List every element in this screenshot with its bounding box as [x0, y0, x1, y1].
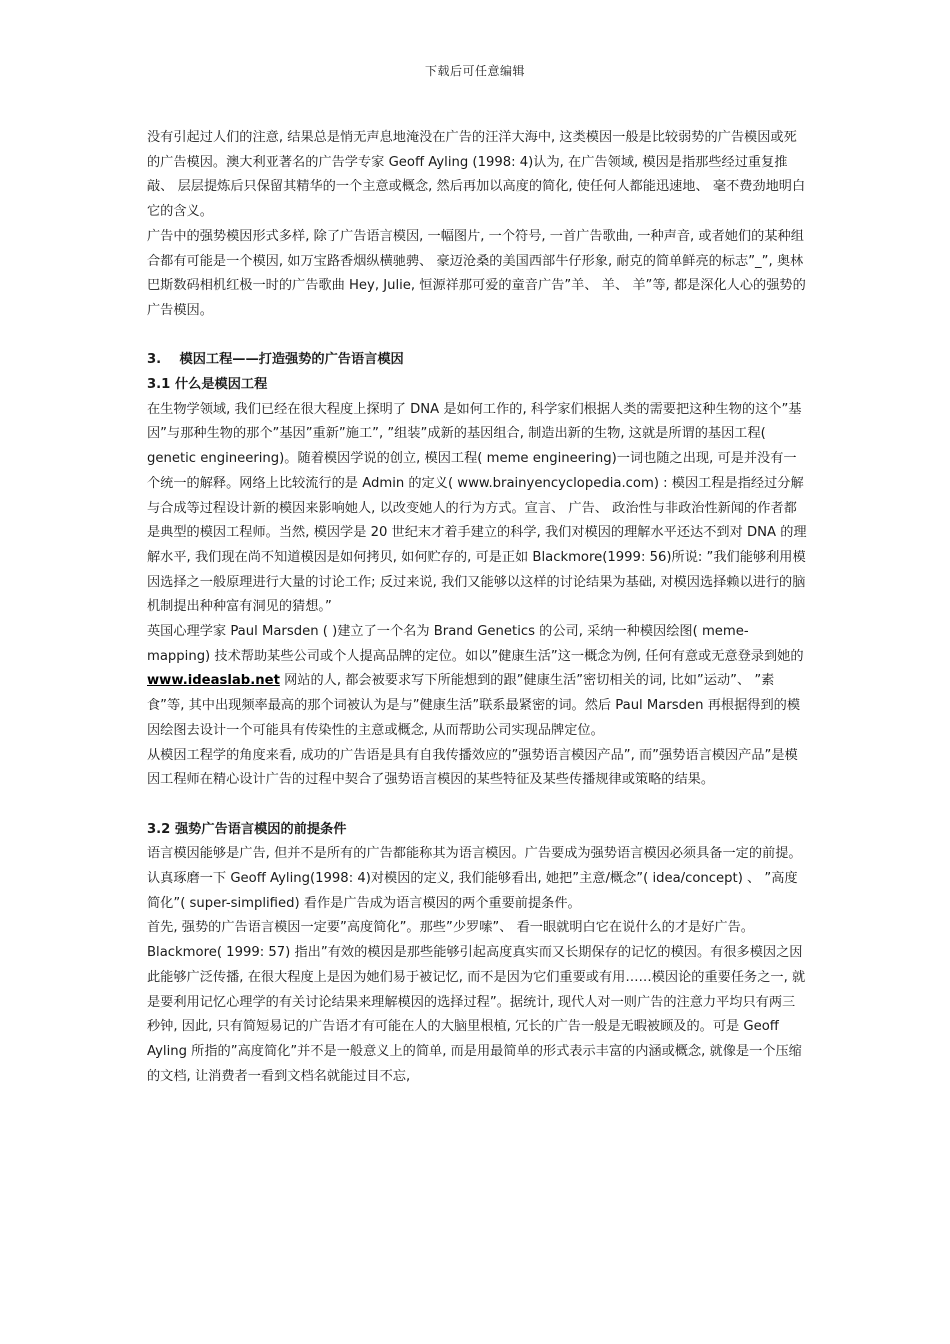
spacer	[147, 793, 807, 818]
subsection-heading: 3.2 强势广告语言模因的前提条件	[147, 821, 347, 837]
spacer	[147, 324, 807, 349]
paragraph-text: 英国心理学家 Paul Marsden ( )建立了一个名为 Brand Genetics 的公司, 采纳一种模因绘图( meme-mapping) 技术帮助某些公司或个人提高品牌的定位。如以”健康生活”这一概念为例, 任何有意或无意登录到她的	[147, 624, 804, 664]
paragraph-text: 网站的人, 都会被要求写下所能想到的跟”健康生活”密切相关的词, 比如”运动”、 ”素食”等, 其中出现频率最高的那个词被认为是与”健康生活”联系最紧密的词。然后 Paul Marsden 再根据得到的模因绘图去设计一个可能具有传染性的主意或概念, 从而帮助公司实现品牌定位。	[147, 673, 801, 738]
section-heading: 3. 模因工程——打造强势的广告语言模因	[147, 352, 404, 368]
paragraph: 语言模因能够是广告, 但并不是所有的广告都能称其为语言模因。广告要成为强势语言模因必须具备一定的前提。认真琢磨一下 Geoff Ayling(1998: 4)对模因的定义, 我们能够看出, 她把”主意/概念”( idea/concept) 、 ”高度简化”( super-simplified) 看作是广告成为语言模因的两个重要前提条件。	[147, 846, 802, 911]
subsection-heading: 3.1 什么是模因工程	[147, 377, 268, 393]
paragraph: 首先, 强势的广告语言模因一定要”高度简化”。那些”少罗嗦”、 看一眼就明白它在说什么的才是好广告。Blackmore( 1999: 57) 指出”有效的模因是那些能够引起高度真实而又长期保存的记忆的模因。有很多模因之因此能够广泛传播, 在很大程度上是因为她们易于被记忆, 而不是因为它们重要或有用……模因论的重要任务之一, 就是要利用记忆心理学的有关讨论结果来理解模因的选择过程”。据统计, 现代人对一则广告的注意力平均只有两三秒钟, 因此, 只有简短易记的广告语才有可能在人的大脑里根植, 冗长的广告一般是无暇被顾及的。可是 Geoff Ayling 所指的”高度简化”并不是一般意义上的简单, 而是用最简单的形式表示丰富的内涵或概念, 就像是一个压缩的文档, 让消费者一看到文档名就能过目不忘,	[147, 920, 806, 1084]
ideaslab-link[interactable]: www.ideaslab.net	[147, 673, 280, 689]
paragraph	[147, 620, 807, 744]
page-header: 下载后可任意编辑	[424, 64, 525, 78]
paragraph: 从模因工程学的角度来看, 成功的广告语是具有自我传播效应的”强势语言模因产品”, 而”强势语言模因产品”是模因工程师在精心设计广告的过程中契合了强势语言模因的某些特征及某些传播规律或策略的结果。	[147, 747, 798, 788]
paragraph: 没有引起过人们的注意, 结果总是悄无声息地淹没在广告的汪洋大海中, 这类模因一般是比较弱势的广告模因或死的广告模因。澳大利亚著名的广告学专家 Geoff Ayling (1998: 4)认为, 在广告领域, 模因是指那些经过重复推敲、 层层提炼后只保留其精华的一个主意或概念, 然后再加以高度的简化, 使任何人都能迅速地、 毫不费劲地明白它的含义。	[147, 130, 806, 220]
document-body	[147, 126, 807, 1089]
paragraph: 广告中的强势模因形式多样, 除了广告语言模因, 一幅图片, 一个符号, 一首广告歌曲, 一种声音, 或者她们的某种组合都有可能是一个模因, 如万宝路香烟纵横驰骋、 豪迈沧桑的美国西部牛仔形象, 耐克的简单鲜亮的标志”_”, 奥林巴斯数码相机红极一时的广告歌曲 Hey, Julie, 恒源祥那可爱的童音广告”羊、 羊、 羊”等, 都是深化人心的强势的广告模因。	[147, 228, 806, 318]
paragraph: 在生物学领域, 我们已经在很大程度上探明了 DNA 是如何工作的, 科学家们根据人类的需要把这种生物的这个”基因”与那种生物的那个”基因”重新”施工”, ”组装”成新的基因组合, 制造出新的生物, 这就是所谓的基因工程( genetic engineering)。随着模因学说的创立, 模因工程( meme engineering)一词也随之出现, 可是并没有一个统一的解释。网络上比较流行的是 Admin 的定义( www.brainyencyclopedia.com) : 模因工程是指经过分解与合成等过程设计新的模因来影响她人, 以改变她人的行为方式。宣言、 广告、 政治性与非政治性新闻的作者都是典型的模因工程师。当然, 模因学是 20 世纪末才着手建立的科学, 我们对模因的理解水平还达不到对 DNA 的理解水平, 我们现在尚不知道模因是如何拷贝, 如何贮存的, 可是正如 Blackmore(1999: 56)所说: ”我们能够利用模因选择之一般原理进行大量的讨论工作; 反过来说, 我们又能够以这样的讨论结果为基础, 对模因选择赖以进行的脑机制提出种种富有洞见的猜想。”	[147, 401, 807, 615]
